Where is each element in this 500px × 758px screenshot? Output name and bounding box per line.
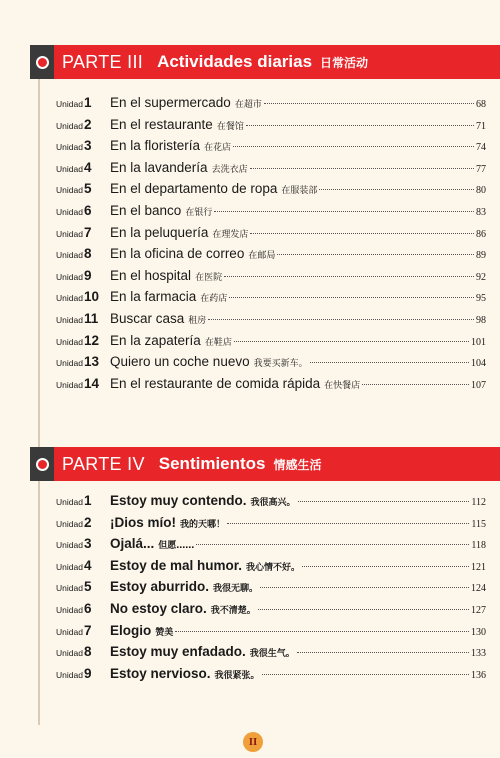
unit-label: Unidad (56, 185, 83, 196)
unit-label: Unidad (56, 518, 83, 529)
unit-label: Unidad (56, 293, 83, 304)
entry-page-number: 115 (471, 518, 486, 530)
unit-number: 10 (84, 289, 100, 305)
unit-label: Unidad (56, 228, 83, 239)
dot-leader (362, 384, 469, 385)
part-3-header-bar (54, 45, 500, 79)
unit-label: Unidad (56, 561, 83, 572)
entry-title-es: Elogio (110, 622, 152, 638)
entry-page-number: 130 (471, 626, 486, 638)
unit-label: Unidad (56, 314, 83, 325)
toc-entry[interactable] (56, 333, 486, 355)
part-3-title: Actividades diarias (157, 52, 313, 71)
entry-title-es: Estoy muy contendo. (110, 493, 247, 508)
toc-entry[interactable] (56, 225, 486, 247)
toc-entry[interactable] (56, 376, 486, 398)
unit-number: 14 (84, 375, 100, 391)
entry-title-es: En la lavandería (110, 159, 208, 175)
unit-label: Unidad (56, 163, 83, 174)
dot-leader (310, 362, 469, 363)
unit-label: Unidad (56, 250, 83, 261)
entry-page-number: 124 (471, 583, 486, 595)
entry-title-es: En la peluquería (110, 224, 209, 240)
part-3-header (30, 45, 500, 79)
entry-page-number: 74 (476, 142, 486, 154)
dot-leader (233, 146, 474, 147)
dot-leader (208, 319, 474, 320)
unit-number: 5 (84, 181, 92, 197)
dot-leader (258, 609, 469, 610)
toc-entry[interactable] (56, 203, 486, 225)
entry-title-es: En el banco (110, 202, 182, 218)
entry-title-cn: 去洗衣店 (211, 164, 248, 175)
entry-title-cn: 我要买新车。 (253, 359, 308, 370)
entry-title-cn: 在服装部 (281, 186, 318, 197)
toc-entry[interactable] (56, 311, 486, 333)
entry-title-cn: 在理发店 (212, 229, 249, 240)
entry-title-cn: 我很紧张。 (214, 670, 260, 681)
entry-page-number: 95 (476, 293, 486, 305)
part-4-header (30, 447, 500, 481)
part-4-number: PARTE IV (62, 453, 145, 474)
unit-label: Unidad (56, 142, 83, 153)
entry-title-cn: 在超市 (234, 100, 262, 110)
dot-leader (262, 674, 469, 675)
unit-number: 9 (84, 665, 92, 681)
unit-number: 7 (84, 224, 92, 240)
unit-number: 1 (84, 493, 92, 508)
entry-page-number: 118 (471, 540, 486, 552)
unit-number: 2 (84, 116, 92, 132)
entry-title-es: Ojalá... (110, 536, 155, 552)
dot-leader (277, 254, 474, 255)
toc-entry[interactable] (56, 138, 486, 160)
entry-title-es: Estoy de mal humor. (110, 557, 243, 573)
entry-page-number: 121 (471, 561, 486, 573)
entry-title-es: En el departamento de ropa (110, 181, 278, 197)
toc-entry[interactable] (56, 117, 486, 139)
entry-title-es: No estoy claro. (110, 600, 207, 616)
entry-title-cn: 赞美 (155, 627, 174, 638)
toc-entry[interactable] (56, 579, 486, 601)
dot-leader (246, 125, 474, 126)
entry-title-es: Estoy muy enfadado. (110, 644, 246, 660)
entry-title-es: Estoy aburrido. (110, 579, 210, 595)
entry-title-es: En la oficina de correo (110, 246, 245, 262)
dot-leader (260, 587, 469, 588)
entry-title-cn: 我心情不好。 (246, 562, 301, 573)
entry-title-es: En el hospital (110, 267, 192, 283)
unit-number: 4 (84, 557, 92, 573)
entry-page-number: 89 (476, 250, 486, 262)
entry-page-number: 80 (476, 185, 486, 197)
entry-page-number: 68 (476, 99, 486, 110)
entry-title-es: En el restaurante (110, 116, 213, 132)
unit-number: 6 (84, 202, 92, 218)
entry-title-cn: 在医院 (195, 272, 223, 283)
dot-leader (250, 168, 474, 169)
margin-line (38, 470, 40, 725)
entry-title-cn: 但愿…… (158, 541, 195, 552)
unit-label: Unidad (56, 379, 83, 390)
entry-page-number: 104 (471, 358, 486, 370)
entry-page-number: 86 (476, 228, 486, 240)
dot-leader (319, 189, 474, 190)
entry-page-number: 136 (471, 669, 486, 681)
part-4-title: Sentimientos (158, 454, 266, 473)
part-4-entries (56, 493, 486, 687)
dot-leader (264, 103, 474, 104)
entry-page-number: 133 (471, 648, 486, 660)
entry-title-cn: 在快餐店 (324, 380, 361, 391)
entry-page-number: 98 (476, 314, 486, 326)
entry-page-number: 127 (471, 604, 486, 616)
margin-line (38, 78, 40, 458)
dot-leader (227, 523, 469, 524)
unit-number: 8 (84, 644, 92, 660)
entry-title-cn: 在餐馆 (216, 121, 244, 132)
dot-leader (234, 341, 469, 342)
unit-number: 9 (84, 267, 92, 283)
part-4-title-cn: 情感生活 (273, 457, 322, 472)
unit-label: Unidad (56, 648, 83, 659)
unit-label: Unidad (56, 336, 83, 347)
toc-entry[interactable] (56, 354, 486, 376)
bullet-icon (36, 458, 49, 471)
unit-number: 4 (84, 159, 92, 175)
unit-number: 7 (84, 622, 92, 638)
unit-number: 11 (84, 310, 99, 326)
unit-number: 8 (84, 246, 92, 262)
entry-page-number: 83 (476, 206, 486, 218)
part-4-header-tab (30, 447, 54, 481)
dot-leader (298, 501, 470, 502)
toc-entry[interactable] (56, 493, 486, 515)
dot-leader (196, 544, 469, 545)
entry-title-cn: 我的天哪！ (180, 519, 226, 530)
part-3-header-tab (30, 45, 54, 79)
part-4-header-bar (54, 447, 500, 481)
unit-label: Unidad (56, 358, 83, 369)
unit-label: Unidad (56, 583, 83, 594)
toc-entry[interactable] (56, 95, 486, 117)
entry-page-number: 101 (471, 336, 486, 348)
entry-title-es: Estoy nervioso. (110, 665, 211, 681)
entry-title-es: En la farmacia (110, 289, 197, 305)
toc-entry[interactable] (56, 644, 486, 666)
entry-page-number: 77 (476, 163, 486, 175)
entry-title-es: En el restaurante de comida rápida (110, 375, 321, 391)
dot-leader (224, 276, 474, 277)
unit-number: 5 (84, 579, 92, 595)
dot-leader (297, 652, 469, 653)
entry-title-cn: 在花店 (204, 143, 232, 154)
toc-entry[interactable] (56, 515, 486, 537)
unit-label: Unidad (56, 604, 83, 615)
unit-number: 6 (84, 600, 92, 616)
entry-title-es: En el supermercado (110, 95, 231, 110)
entry-title-cn: 在鞋店 (204, 337, 232, 348)
unit-label: Unidad (56, 540, 83, 551)
entry-title-cn: 在邮局 (248, 251, 276, 262)
entry-title-es: En la floristería (110, 138, 201, 154)
unit-label: Unidad (56, 626, 83, 637)
dot-leader (229, 297, 474, 298)
entry-page-number: 112 (471, 497, 486, 508)
unit-number: 3 (84, 138, 92, 154)
unit-label: Unidad (56, 669, 83, 680)
toc-entry[interactable] (56, 666, 486, 688)
entry-title-cn: 租房 (188, 315, 207, 326)
entry-title-cn: 在药店 (200, 294, 228, 305)
entry-title-es: En la zapatería (110, 332, 201, 348)
entry-title-cn: 在银行 (185, 207, 213, 218)
unit-label: Unidad (56, 271, 83, 282)
unit-number: 13 (84, 354, 100, 370)
dot-leader (175, 631, 469, 632)
page-number-badge: II (243, 732, 263, 752)
toc-entry[interactable] (56, 160, 486, 182)
dot-leader (302, 566, 469, 567)
entry-page-number: 107 (471, 379, 486, 391)
unit-label: Unidad (56, 120, 83, 131)
dot-leader (250, 233, 474, 234)
entry-page-number: 92 (476, 271, 486, 283)
entry-title-es: ¡Dios mío! (110, 514, 176, 530)
toc-entry[interactable] (56, 268, 486, 290)
bullet-icon (36, 56, 49, 69)
unit-number: 1 (84, 95, 92, 110)
part-3-title-cn: 日常活动 (320, 55, 369, 70)
entry-title-cn: 我不清楚。 (210, 605, 256, 616)
entry-title-cn: 我很生气。 (249, 649, 295, 660)
unit-label: Unidad (56, 497, 83, 507)
entry-title-es: Quiero un coche nuevo (110, 354, 250, 370)
toc-entry[interactable] (56, 623, 486, 645)
entry-title-cn: 我很无聊。 (213, 584, 259, 595)
unit-label: Unidad (56, 206, 83, 217)
toc-entry[interactable] (56, 246, 486, 268)
unit-label: Unidad (56, 99, 83, 109)
entry-title-es: Buscar casa (110, 310, 185, 326)
dot-leader (214, 211, 474, 212)
toc-entry[interactable] (56, 558, 486, 580)
entry-title-cn: 我很高兴。 (250, 498, 296, 508)
toc-entry[interactable] (56, 601, 486, 623)
entry-page-number: 71 (476, 120, 486, 132)
toc-entry[interactable] (56, 536, 486, 558)
toc-entry[interactable] (56, 289, 486, 311)
toc-entry[interactable] (56, 181, 486, 203)
unit-number: 12 (84, 332, 100, 348)
part-3-number: PARTE III (62, 51, 144, 72)
unit-number: 3 (84, 536, 92, 552)
unit-number: 2 (84, 514, 92, 530)
part-3-entries (56, 95, 486, 397)
